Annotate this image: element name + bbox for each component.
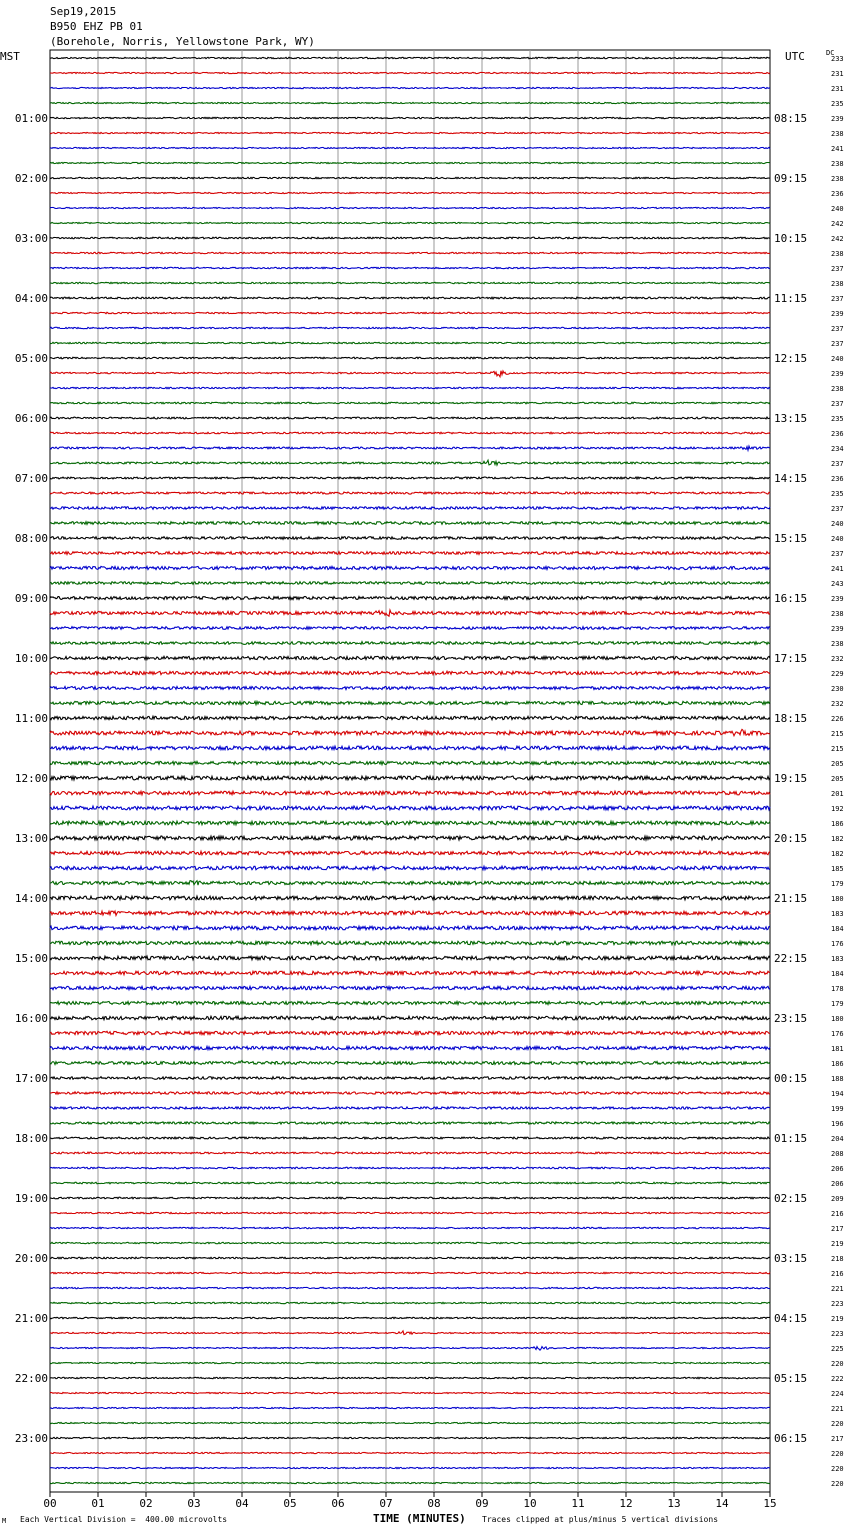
seismic-traces [50, 57, 770, 1483]
dc-value: 219 [831, 1315, 844, 1323]
trace-line [50, 566, 770, 569]
trace-line [50, 687, 770, 690]
utc-hour-label: 09:15 [774, 172, 808, 185]
dc-value: 235 [831, 415, 844, 423]
trace-line [50, 971, 770, 975]
dc-value: 240 [831, 205, 844, 213]
trace-line [50, 986, 770, 989]
mst-hour-label: 16:00 [14, 1012, 48, 1025]
dc-value: 220 [831, 1360, 844, 1368]
dc-value: 240 [831, 520, 844, 528]
mst-hour-label: 13:00 [14, 832, 48, 845]
trace-line [50, 716, 770, 719]
dc-value: 241 [831, 565, 844, 573]
x-tick-label: 07 [379, 1497, 393, 1510]
trace-line [50, 761, 770, 764]
trace-line [50, 1182, 770, 1184]
dc-value: 237 [831, 340, 844, 348]
trace-line [50, 656, 770, 659]
trace-line [50, 1031, 770, 1034]
x-tick-label: 06 [331, 1497, 345, 1510]
trace-line [50, 806, 770, 810]
trace-line [50, 477, 770, 479]
trace-line [50, 1482, 770, 1483]
trace-line [50, 1227, 770, 1228]
dc-value: 224 [831, 1390, 844, 1398]
trace-line [50, 1212, 770, 1213]
trace-line [50, 1272, 770, 1273]
mst-hour-label: 01:00 [14, 112, 48, 125]
trace-line [50, 402, 770, 404]
dc-value: 186 [831, 1060, 844, 1068]
trace-line [50, 1197, 770, 1199]
trace-line [50, 252, 770, 253]
trace-line [50, 387, 770, 388]
utc-hour-label: 00:15 [774, 1072, 808, 1085]
trace-line [50, 1392, 770, 1393]
trace-line [50, 417, 770, 419]
trace-line [50, 1317, 770, 1318]
utc-hour-label: 18:15 [774, 712, 808, 725]
trace-line [50, 282, 770, 283]
x-tick-label: 05 [283, 1497, 297, 1510]
trace-line [50, 1122, 770, 1124]
dc-value: 180 [831, 1015, 844, 1023]
dc-value: 238 [831, 175, 844, 183]
trace-line [50, 746, 770, 750]
dc-value: 239 [831, 115, 844, 123]
trace-line [50, 1422, 770, 1423]
x-tick-label: 14 [715, 1497, 729, 1510]
dc-value: 194 [831, 1090, 844, 1098]
dc-value: 231 [831, 85, 844, 93]
dc-value: 219 [831, 1240, 844, 1248]
footer-mark: M [2, 1517, 7, 1525]
dc-value: 192 [831, 805, 844, 813]
trace-line [50, 851, 770, 855]
trace-line [50, 729, 770, 735]
utc-hour-label: 20:15 [774, 832, 808, 845]
dc-value: 208 [831, 1150, 844, 1158]
trace-line [50, 911, 770, 915]
mst-hour-label: 18:00 [14, 1132, 48, 1145]
trace-line [50, 207, 770, 208]
dc-value: 184 [831, 970, 844, 978]
dc-value: 229 [831, 670, 844, 678]
dc-value: 233 [831, 55, 844, 63]
dc-value: 225 [831, 1345, 844, 1353]
trace-line [50, 312, 770, 313]
dc-value: 239 [831, 625, 844, 633]
mst-hour-label: 07:00 [14, 472, 48, 485]
dc-value: 206 [831, 1165, 844, 1173]
trace-line [50, 1302, 770, 1303]
trace-line [50, 1016, 770, 1020]
dc-value: 205 [831, 760, 844, 768]
trace-line [50, 1437, 770, 1438]
dc-value: 220 [831, 1420, 844, 1428]
trace-line [50, 926, 770, 930]
trace-line [50, 836, 770, 840]
mst-hour-label: 10:00 [14, 652, 48, 665]
mst-hour-label: 03:00 [14, 232, 48, 245]
dc-value: 237 [831, 265, 844, 273]
utc-hour-label: 06:15 [774, 1432, 808, 1445]
dc-value: 205 [831, 775, 844, 783]
trace-line [50, 222, 770, 223]
dc-value: 237 [831, 295, 844, 303]
mst-hour-label: 21:00 [14, 1312, 48, 1325]
trace-line [50, 791, 770, 795]
minute-grid [50, 50, 770, 1492]
x-axis-label: TIME (MINUTES) [373, 1512, 466, 1525]
dc-value: 237 [831, 505, 844, 513]
x-tick-label: 10 [523, 1497, 537, 1510]
x-tick-label: 12 [619, 1497, 633, 1510]
dc-value: 184 [831, 925, 844, 933]
dc-value: 230 [831, 685, 844, 693]
dc-value: 238 [831, 385, 844, 393]
dc-value: 226 [831, 715, 844, 723]
mst-hour-label: 20:00 [14, 1252, 48, 1265]
dc-value: 178 [831, 985, 844, 993]
x-tick-label: 08 [427, 1497, 441, 1510]
dc-value: 209 [831, 1195, 844, 1203]
trace-line [50, 192, 770, 193]
dc-value: 238 [831, 130, 844, 138]
utc-hour-label: 01:15 [774, 1132, 808, 1145]
mst-hour-label: 12:00 [14, 772, 48, 785]
trace-line [50, 297, 770, 299]
trace-line [50, 1242, 770, 1243]
trace-line [50, 507, 770, 510]
clipping-note: Traces clipped at plus/minus 5 vertical divisions [482, 1515, 719, 1524]
dc-value: 215 [831, 730, 844, 738]
utc-hour-label: 02:15 [774, 1192, 808, 1205]
dc-value: 221 [831, 1405, 844, 1413]
dc-value: 236 [831, 190, 844, 198]
dc-value: 215 [831, 745, 844, 753]
dc-value: 220 [831, 1450, 844, 1458]
dc-value: 223 [831, 1300, 844, 1308]
dc-value: 196 [831, 1120, 844, 1128]
trace-line [50, 610, 770, 616]
mst-hour-label: 19:00 [14, 1192, 48, 1205]
trace-line [50, 72, 770, 73]
x-tick-label: 00 [43, 1497, 57, 1510]
utc-hour-label: 13:15 [774, 412, 808, 425]
trace-line [50, 881, 770, 885]
trace-line [50, 162, 770, 163]
dc-value: 216 [831, 1210, 844, 1218]
utc-hour-label: 21:15 [774, 892, 808, 905]
dc-value: 183 [831, 910, 844, 918]
trace-line [50, 1061, 770, 1065]
dc-value: 222 [831, 1375, 844, 1383]
trace-line [50, 102, 770, 103]
dc-value: 204 [831, 1135, 844, 1143]
trace-line [50, 117, 770, 118]
dc-value: 242 [831, 235, 844, 243]
dc-value: 241 [831, 145, 844, 153]
trace-line [50, 1257, 770, 1259]
mst-hour-label: 04:00 [14, 292, 48, 305]
mst-hour-label: 05:00 [14, 352, 48, 365]
dc-value: 179 [831, 880, 844, 888]
plot-frame [50, 50, 770, 1492]
dc-value: 217 [831, 1225, 844, 1233]
left-axis-title: MST [0, 50, 20, 63]
vertical-scale-note: Each Vertical Division = 400.00 microvolts [20, 1515, 228, 1524]
plot-date: Sep19,2015 [50, 5, 117, 18]
trace-line [50, 1287, 770, 1288]
dc-value: 235 [831, 490, 844, 498]
trace-line [50, 267, 770, 268]
dc-value: 179 [831, 1000, 844, 1008]
dc-value: 238 [831, 640, 844, 648]
trace-line [50, 537, 770, 540]
dc-value: 216 [831, 1270, 844, 1278]
trace-line [50, 1107, 770, 1109]
trace-line [50, 342, 770, 343]
utc-hour-label: 04:15 [774, 1312, 808, 1325]
dc-value: 232 [831, 700, 844, 708]
utc-hour-label: 03:15 [774, 1252, 808, 1265]
trace-line [50, 1077, 770, 1080]
dc-value: 238 [831, 610, 844, 618]
trace-line [50, 1167, 770, 1169]
dc-value: 240 [831, 535, 844, 543]
trace-line [50, 87, 770, 88]
trace-line [50, 237, 770, 239]
dc-value: 182 [831, 850, 844, 858]
dc-value: 220 [831, 1465, 844, 1473]
utc-hour-label: 19:15 [774, 772, 808, 785]
x-axis-ticks [43, 1492, 776, 1510]
trace-line [50, 357, 770, 359]
trace-line [50, 642, 770, 645]
dc-value: 220 [831, 1480, 844, 1488]
dc-value: 201 [831, 790, 844, 798]
dc-value: 239 [831, 595, 844, 603]
mst-hour-label: 14:00 [14, 892, 48, 905]
dc-column-title: DC [826, 49, 835, 57]
utc-hour-labels [774, 112, 807, 1445]
utc-hour-label: 17:15 [774, 652, 808, 665]
dc-value: 221 [831, 1285, 844, 1293]
dc-value: 238 [831, 280, 844, 288]
trace-line [50, 460, 770, 465]
dc-value: 237 [831, 550, 844, 558]
trace-line [50, 597, 770, 600]
utc-hour-label: 23:15 [774, 1012, 808, 1025]
trace-line [50, 1331, 770, 1335]
dc-value: 186 [831, 820, 844, 828]
dc-value: 218 [831, 1255, 844, 1263]
trace-line [50, 371, 770, 377]
x-tick-label: 03 [187, 1497, 201, 1510]
trace-line [50, 627, 770, 630]
dc-value: 240 [831, 355, 844, 363]
trace-line [50, 147, 770, 148]
dc-value: 232 [831, 655, 844, 663]
trace-line [50, 492, 770, 494]
dc-value: 176 [831, 1030, 844, 1038]
dc-offset-labels [831, 55, 844, 1488]
dc-value: 223 [831, 1330, 844, 1338]
mst-hour-label: 11:00 [14, 712, 48, 725]
utc-hour-label: 15:15 [774, 532, 808, 545]
trace-line [50, 866, 770, 870]
dc-value: 236 [831, 430, 844, 438]
utc-hour-label: 10:15 [774, 232, 808, 245]
dc-value: 234 [831, 445, 844, 453]
trace-line [50, 776, 770, 780]
trace-line [50, 821, 770, 825]
utc-hour-label: 16:15 [774, 592, 808, 605]
x-tick-label: 01 [91, 1497, 105, 1510]
trace-line [50, 1347, 770, 1351]
mst-hour-label: 22:00 [14, 1372, 48, 1385]
trace-line [50, 327, 770, 328]
trace-line [50, 1362, 770, 1363]
trace-line [50, 701, 770, 704]
dc-value: 181 [831, 1045, 844, 1053]
trace-line [50, 582, 770, 585]
trace-line [50, 941, 770, 945]
dc-value: 231 [831, 70, 844, 78]
dc-value: 217 [831, 1435, 844, 1443]
dc-value: 183 [831, 955, 844, 963]
trace-line [50, 1377, 770, 1378]
x-tick-label: 02 [139, 1497, 153, 1510]
trace-line [50, 896, 770, 900]
mst-hour-label: 02:00 [14, 172, 48, 185]
x-tick-label: 13 [667, 1497, 681, 1510]
utc-hour-label: 12:15 [774, 352, 808, 365]
trace-line [50, 1001, 770, 1004]
x-tick-label: 09 [475, 1497, 489, 1510]
dc-value: 185 [831, 865, 844, 873]
mst-hour-label: 15:00 [14, 952, 48, 965]
dc-value: 176 [831, 940, 844, 948]
dc-value: 236 [831, 475, 844, 483]
utc-hour-label: 11:15 [774, 292, 808, 305]
right-axis-title: UTC [785, 50, 805, 63]
trace-line [50, 1152, 770, 1154]
utc-hour-label: 22:15 [774, 952, 808, 965]
dc-value: 188 [831, 1075, 844, 1083]
dc-value: 199 [831, 1105, 844, 1113]
mst-hour-label: 06:00 [14, 412, 48, 425]
trace-line [50, 1467, 770, 1468]
utc-hour-label: 14:15 [774, 472, 808, 485]
trace-line [50, 1137, 770, 1139]
dc-value: 239 [831, 310, 844, 318]
dc-value: 242 [831, 220, 844, 228]
trace-line [50, 1407, 770, 1408]
x-tick-label: 15 [763, 1497, 777, 1510]
trace-line [50, 671, 770, 675]
trace-line [50, 1092, 770, 1094]
trace-line [50, 956, 770, 960]
trace-line [50, 1452, 770, 1453]
station-location: (Borehole, Norris, Yellowstone Park, WY) [50, 35, 315, 48]
dc-value: 180 [831, 895, 844, 903]
mst-hour-label: 08:00 [14, 532, 48, 545]
dc-value: 243 [831, 580, 844, 588]
mst-hour-labels [15, 112, 48, 1445]
trace-line [50, 177, 770, 178]
mst-hour-label: 09:00 [14, 592, 48, 605]
dc-value: 239 [831, 370, 844, 378]
mst-hour-label: 23:00 [14, 1432, 48, 1445]
x-tick-label: 11 [571, 1497, 585, 1510]
trace-line [50, 522, 770, 525]
dc-value: 206 [831, 1180, 844, 1188]
utc-hour-label: 05:15 [774, 1372, 808, 1385]
trace-line [50, 57, 770, 58]
x-tick-label: 04 [235, 1497, 249, 1510]
dc-value: 238 [831, 250, 844, 258]
dc-value: 237 [831, 400, 844, 408]
trace-line [50, 446, 770, 450]
dc-value: 237 [831, 460, 844, 468]
trace-line [50, 432, 770, 434]
dc-value: 238 [831, 160, 844, 168]
station-code: B950 EHZ PB 01 [50, 20, 143, 33]
dc-value: 237 [831, 325, 844, 333]
mst-hour-label: 17:00 [14, 1072, 48, 1085]
trace-line [50, 132, 770, 133]
utc-hour-label: 08:15 [774, 112, 808, 125]
trace-line [50, 552, 770, 555]
dc-value: 182 [831, 835, 844, 843]
trace-line [50, 1046, 770, 1049]
dc-value: 235 [831, 100, 844, 108]
